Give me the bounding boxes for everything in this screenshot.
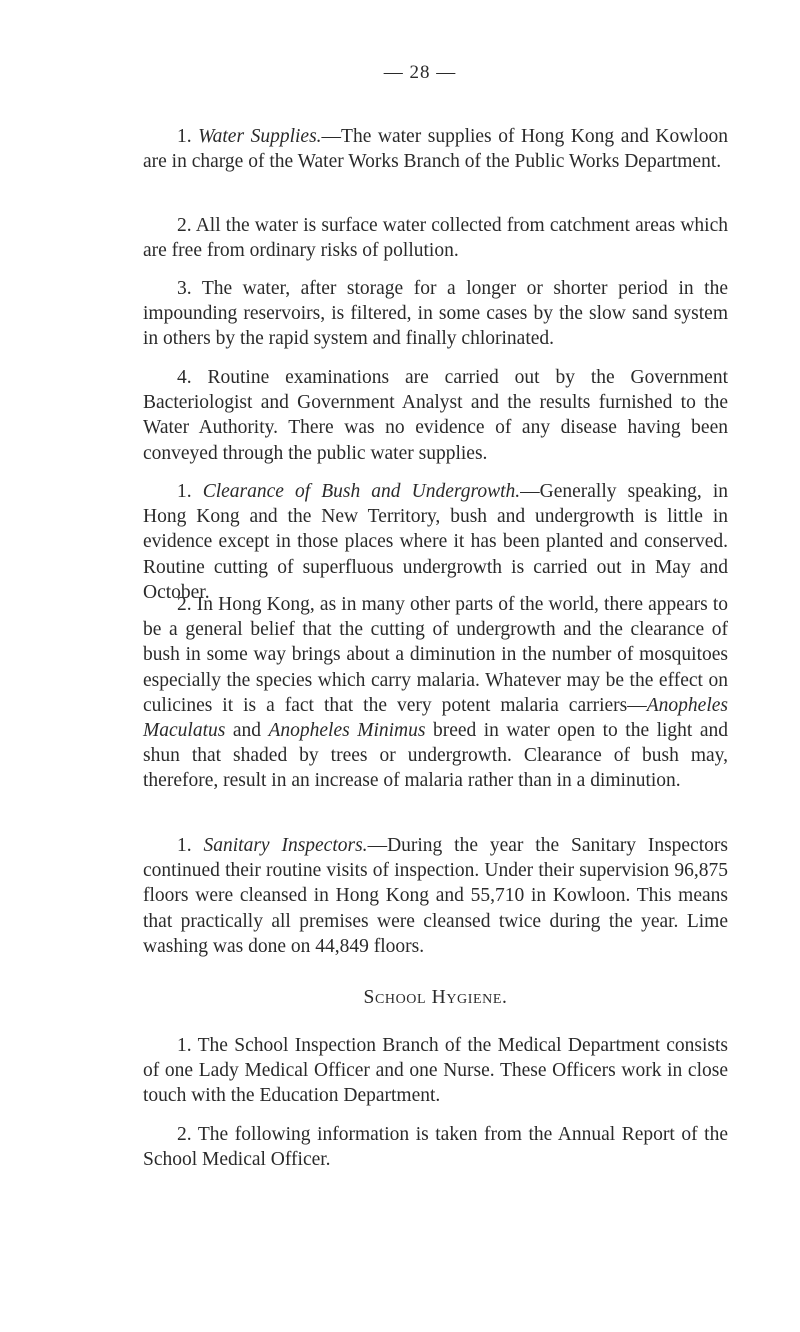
bush-clearance-paragraph-2 — [143, 592, 728, 794]
water-supplies-paragraph-2: 2. All the water is surface water collected from catchment areas which are free from ordinary risks of pollution. — [143, 215, 728, 262]
school-hygiene-paragraph-1: 1. The School Inspection Branch of the Medical Department consists of one Lady Medical Officer and one Nurse. These Officers work in close touch with the Education Department. — [143, 1035, 728, 1107]
section-heading-school-hygiene: School Hygiene. — [363, 987, 508, 1008]
water-supplies-paragraph-1 — [143, 124, 728, 174]
conjunction-text: and — [225, 720, 269, 742]
paragraph-number: 1. — [177, 835, 192, 856]
paragraph-text: —Generally speaking, in Hong Kong and the New Territory, bush and undergrowth is little in evidence except in those places where it has been planted and conserved. Routine cutting of superfluous undergrowth is carried out in May and October. — [143, 481, 728, 603]
paragraph-text: —During the year the Sanitary Inspectors continued their routine visits of inspection. Under their supervision 96,875 floors were cleansed in Hong Kong and 55,710 in Kowloon. This means that practically all premises were cleansed twice during the year. Lime washing was done on 44,849 floors. — [143, 835, 728, 957]
water-supplies-paragraph-3: 3. The water, after storage for a longer or shorter period in the impounding reservoirs, is filtered, in some cases by the slow sand system in others by the rapid system and finally chlorinated. — [143, 278, 728, 350]
section-title-water-supplies: Water Supplies. — [198, 126, 322, 147]
species-name: Anopheles Maculatus — [143, 694, 728, 742]
section-title-bush-clearance: Clearance of Bush and Undergrowth. — [202, 481, 521, 502]
page-number: — 28 — — [383, 62, 457, 83]
paragraph-text: —The water supplies of Hong Kong and Kowloon are in charge of the Water Works Branch of the Public Works Department. — [143, 126, 728, 173]
water-supplies-paragraph-4: 4. Routine examinations are carried out by the Government Bacteriologist and Government Analyst and the results furnished to the Water Authority. There was no evidence of any disease having been conveyed through the public water supplies. — [143, 367, 728, 464]
paragraph-number: 1. — [177, 481, 192, 502]
bush-clearance-paragraph-1 — [143, 479, 728, 605]
sanitary-inspectors-paragraph-1 — [143, 833, 728, 959]
paragraph-text: breed in water open to the light and shun that shaded by trees or undergrowth. Clearance of bush may, therefore, result in an increase of malaria rather than in a diminution. — [143, 720, 729, 792]
section-title-sanitary-inspectors: Sanitary Inspectors. — [203, 835, 368, 856]
paragraph-number: 1. — [177, 126, 192, 147]
school-hygiene-paragraph-2: 2. The following information is taken from the Annual Report of the School Medical Officer. — [143, 1124, 728, 1171]
species-name: Anopheles Minimus — [268, 720, 426, 742]
paragraph-text: 2. In Hong Kong, as in many other parts of the world, there appears to be a general belief that the cutting of undergrowth and the clearance of bush in some way brings about a diminution in the number of mosquitoes especially the species which carry malaria. Whatever may be the effect on culicines it is a fact that the very potent malaria carriers— — [143, 594, 728, 716]
